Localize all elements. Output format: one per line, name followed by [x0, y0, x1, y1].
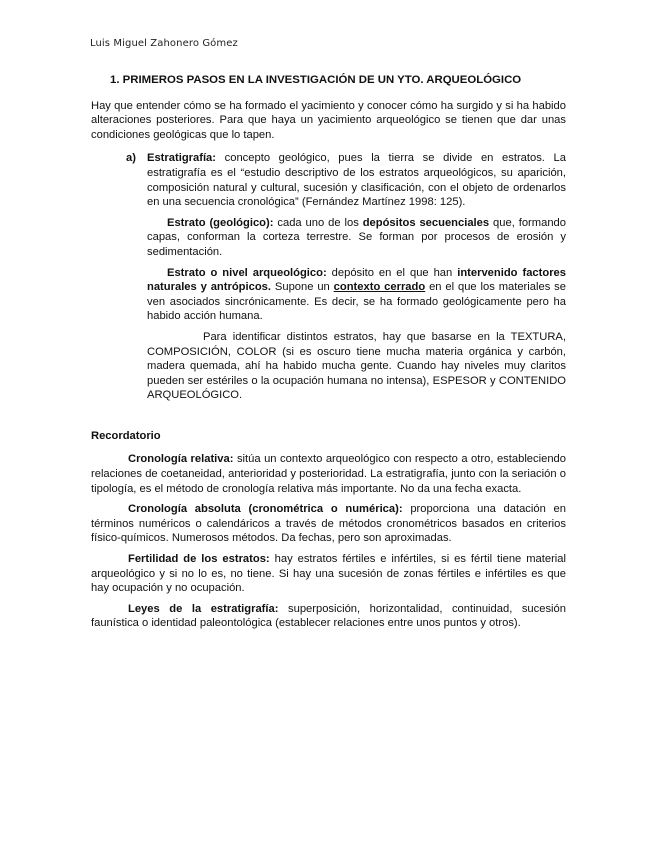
nivel-arqueologico-paragraph	[147, 266, 566, 324]
nivel-text-1: depósito en el que han	[326, 266, 458, 279]
recordatorio-title: Recordatorio	[91, 429, 161, 442]
list-item-estratigrafia	[126, 151, 566, 209]
estratigrafia-definition	[147, 151, 566, 209]
estrato-text-1: cada uno de los	[273, 216, 363, 229]
depositos-secuenciales: depósitos secuenciales	[362, 216, 490, 229]
list-marker: a)	[126, 152, 136, 165]
estrato-text-2: que, formando capas, conforman la corteza terrestre. Se forman por procesos de erosión y sedimentación.	[147, 216, 566, 258]
term-fertilidad: Fertilidad de los estratos:	[128, 553, 270, 566]
intro-paragraph: Hay que entender cómo se ha formado el yacimiento y conocer cómo ha surgido y si ha habido alteraciones posteriores. Para que haya un yacimiento arqueológico se tienen que dar unas condiciones geológicas que lo tapen.	[91, 99, 566, 141]
term-cronologia-absoluta: Cronología absoluta (cronométrica o numérica):	[128, 503, 403, 516]
recordatorio-cronologia-relativa	[91, 452, 566, 496]
identify-strata-paragraph: Para identificar distintos estratos, hay que basarse en la TEXTURA, COMPOSICIÓN, COLOR (si es oscuro tiene mucha materia orgánica y carbón, madera quemada, ahí ha habido mucha gente. Cuando hay niveles muy claritos pueden ser estériles o la ocupación humana no intensa), ESPESOR y CONTENIDO ARQUEOLÓGICO.	[147, 330, 566, 402]
recordatorio-fertilidad	[91, 552, 566, 596]
fertilidad-text: hay estratos fértiles e infértiles, si es fértil tiene material arqueológico y si no lo es, no tiene. Si hay una sucesión de zonas fértiles e infértiles es que hay ocupación y no ocupación.	[91, 553, 566, 595]
nivel-text-2: Supone un	[271, 281, 334, 294]
estratigrafia-text: concepto geológico, pues la tierra se divide en estratos. La estratigrafía es el “estudio descriptivo de los estratos arqueológicos, su aparición, composición natural y cultural, sucesión y clasificación, con el objeto de ordenarlos en una secuencia cronológica” (Fernández Martínez 1998: 125).	[147, 152, 566, 209]
term-nivel-arqueologico: Estrato o nivel arqueológico:	[167, 266, 327, 279]
contexto-cerrado: contexto cerrado	[333, 281, 426, 294]
recordatorio-cronologia-absoluta	[91, 502, 566, 546]
term-estrato-geologico: Estrato (geológico):	[167, 216, 274, 229]
recordatorio-leyes	[91, 602, 566, 631]
estrato-geologico-paragraph	[147, 216, 566, 260]
cronologia-absoluta-text: proporciona una datación en términos numéricos o calendáricos a través de métodos cronométricos basados en criterios físico-químicos. Numerosos métodos. Da fechas, pero son aproximadas.	[91, 503, 566, 545]
nivel-text-3: en el que los materiales se ven asociados sincrónicamente. Es decir, se ha formado geológicamente pero ha habido acción humana.	[147, 281, 566, 323]
term-estratigrafia: Estratigrafía:	[147, 152, 217, 165]
term-cronologia-relativa: Cronología relativa:	[128, 453, 234, 466]
factores-naturales-antropicos: intervenido factores naturales y antrópicos.	[147, 266, 566, 294]
page-header-author: Luis Miguel Zahonero Gómez	[90, 38, 238, 49]
document-body	[91, 73, 566, 637]
leyes-text: superposición, horizontalidad, continuidad, sucesión faunística o identidad paleontológica (establecer relaciones entre unos puntos y otros).	[91, 602, 566, 630]
term-leyes: Leyes de la estratigrafía:	[128, 602, 279, 615]
cronologia-relativa-text: sitúa un contexto arqueológico con respecto a otro, estableciendo relaciones de coetaneidad, anterioridad y posterioridad. La estratigrafía, junto con la seriación o tipología, es el método de cronología relativa más importante. No da una fecha exacta.	[91, 453, 566, 495]
section-heading: 1. PRIMEROS PASOS EN LA INVESTIGACIÓN DE UN YTO. ARQUEOLÓGICO	[110, 74, 522, 86]
